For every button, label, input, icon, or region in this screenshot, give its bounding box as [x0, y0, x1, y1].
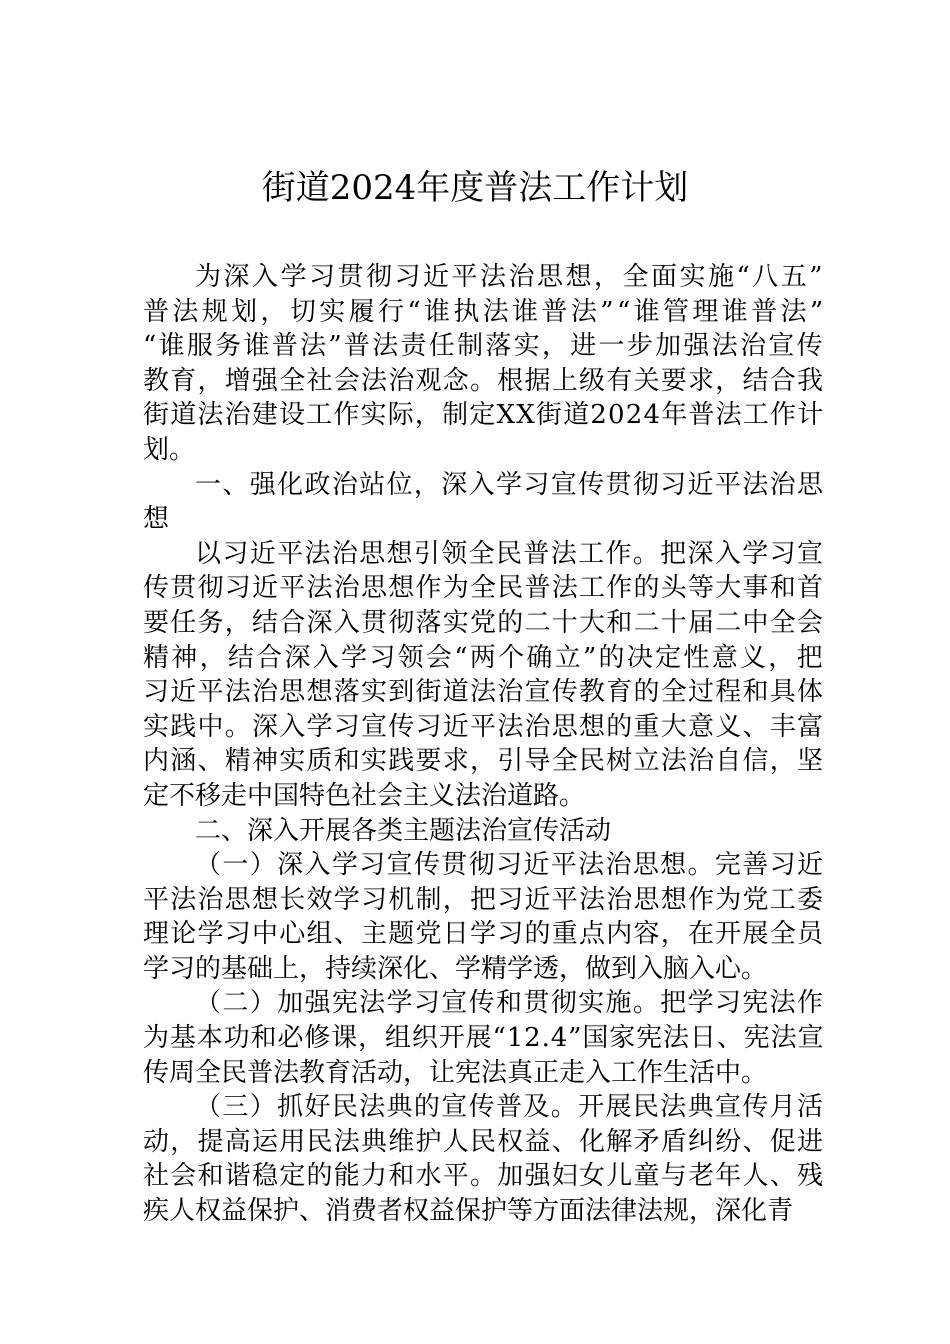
text-line: 传周全民普法教育活动，让宪法真正走入工作生活中。	[143, 1057, 768, 1088]
text-line: 传贯彻习近平法治思想作为全民普法工作的头等大事和首	[143, 573, 825, 604]
text-line: 为深入学习贯彻习近平法治思想，全面实施“八五”	[195, 262, 826, 292]
text-line: 动，提高运用民法典维护人民权益、化解矛盾纠纷、促进	[143, 1126, 825, 1157]
text-line: 内涵、精神实质和实践要求，引导全民树立法治自信，坚	[143, 746, 825, 777]
text-line: 精神，结合深入学习领会“两个确立”的决定性意义，把	[143, 642, 825, 673]
text-line: 定不移走中国特色社会主义法治道路。	[143, 780, 586, 811]
text-line: 以习近平法治思想引领全民普法工作。把深入学习宣	[195, 538, 825, 569]
text-line: （二）加强宪法学习宣传和贯彻实施。把学习宪法作	[195, 988, 825, 1019]
text-line: 普法规划，切实履行“谁执法谁普法”“谁管理谁普法”	[143, 296, 827, 327]
text-line: 疾人权益保护、消费者权益保护等方面法律法规，深化青	[143, 1196, 794, 1227]
document-body	[143, 260, 827, 1229]
text-line: 学习的基础上，持续深化、学精学透，做到入脑入心。	[143, 953, 768, 984]
text-line: 习近平法治思想落实到街道法治宣传教育的全过程和具体	[143, 677, 825, 708]
text-line: 实践中。深入学习宣传习近平法治思想的重大意义、丰富	[143, 711, 825, 742]
text-line: 社会和谐稳定的能力和水平。加强妇女儿童与老年人、残	[143, 1161, 825, 1192]
text-line: “谁服务谁普法”普法责任制落实，进一步加强法治宣传	[143, 331, 825, 362]
text-line: 为基本功和必修课，组织开展“12.4”国家宪法日、宪法宣	[143, 1023, 825, 1054]
text-line: 教育，增强全社会法治观念。根据上级有关要求，结合我	[143, 365, 825, 396]
document-title: 街道2024年度普法工作计划	[261, 168, 689, 208]
text-line: 划。	[143, 434, 196, 465]
text-line: 要任务，结合深入贯彻落实党的二十大和二十届二中全会	[143, 607, 825, 638]
text-line: 二、深入开展各类主题法治宣传活动	[195, 815, 612, 846]
text-line: 街道法治建设工作实际，制定XX街道2024年普法工作计	[143, 400, 825, 431]
text-line: （三）抓好民法典的宣传普及。开展民法典宣传月活	[195, 1092, 825, 1123]
text-line: 平法治思想长效学习机制，把习近平法治思想作为党工委	[143, 884, 825, 915]
text-line: 理论学习中心组、主题党日学习的重点内容，在开展全员	[143, 919, 825, 950]
text-line: 想	[143, 504, 170, 535]
text-line: 一、强化政治站位，深入学习宣传贯彻习近平法治思	[195, 469, 825, 500]
text-line: （一）深入学习宣传贯彻习近平法治思想。完善习近	[195, 850, 825, 881]
